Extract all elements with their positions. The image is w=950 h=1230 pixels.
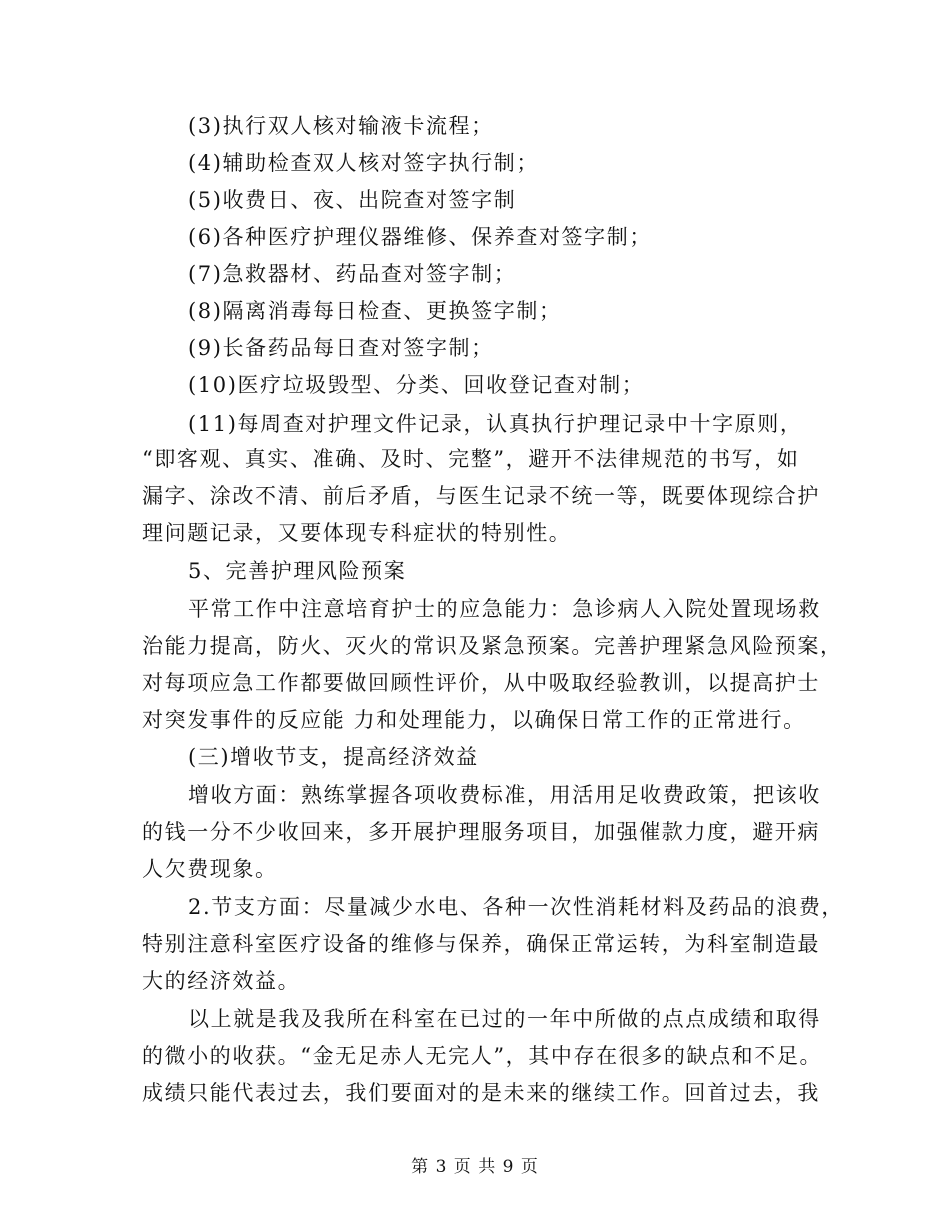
section-heading: (三)增收节支，提高经济效益: [188, 745, 479, 769]
paragraph-line: 特别注意科室医疗设备的维修与保养，确保正常运转，为科室制造最: [142, 932, 820, 956]
list-item: (8)隔离消毒每日检查、更换签字制；: [188, 299, 562, 323]
list-item: (5)收费日、夜、出院查对签字制: [188, 188, 517, 212]
paragraph-line: 漏字、涂改不清、前后矛盾，与医生记录不统一等，既要体现综合护: [142, 484, 820, 508]
paragraph-line: 理问题记录，又要体现专科症状的特别性。: [142, 521, 572, 545]
paragraph-line: 的钱一分不少收回来，多开展护理服务项目，加强催款力度，避开病: [142, 820, 820, 844]
paragraph-line: 对突发事件的反应能 力和处理能力，以确保日常工作的正常进行。: [142, 708, 806, 732]
list-item: (4)辅助检查双人核对签字执行制；: [188, 151, 539, 175]
paragraph-line: 治能力提高，防火、灭火的常识及紧急预案。完善护理紧急风险预案，: [142, 634, 843, 658]
paragraph-line: 成绩只能代表过去，我们要面对的是未来的继续工作。回首过去，我: [142, 1081, 820, 1105]
paragraph-line: 大的经济效益。: [142, 969, 301, 993]
page-number-footer: 第 3 页 共 9 页: [411, 1157, 539, 1177]
list-item: (9)长备药品每日查对签字制；: [188, 336, 494, 360]
paragraph-line: 平常工作中注意培育护士的应急能力：急诊病人入院处置现场救: [188, 597, 821, 621]
paragraph-line: “即客观、真实、准确、及时、完整”，避开不法律规范的书写，如: [142, 447, 800, 471]
section-heading: 5、完善护理风险预案: [188, 559, 407, 583]
paragraph-line: 的微小的收获。“金无足赤人无完人”，其中存在很多的缺点和不足。: [142, 1044, 823, 1068]
paragraph-line: 以上就是我及我所在科室在已过的一年中所做的点点成绩和取得: [188, 1007, 821, 1031]
paragraph-line: 2.节支方面：尽量减少水电、各种一次性消耗材料及药品的浪费，: [188, 895, 845, 919]
paragraph-line: 人欠费现象。: [142, 857, 278, 881]
list-item: (7)急救器材、药品查对签字制；: [188, 262, 517, 286]
list-item: (10)医疗垃圾毁型、分类、回收登记查对制；: [188, 373, 645, 397]
paragraph-line: 增收方面：熟练掌握各项收费标准，用活用足收费政策，把该收: [188, 783, 821, 807]
list-item: (3)执行双人核对输液卡流程；: [188, 114, 494, 138]
list-item: (11)每周查对护理文件记录，认真执行护理记录中十字原则，: [188, 412, 803, 436]
list-item: (6)各种医疗护理仪器维修、保养查对签字制；: [188, 225, 652, 249]
paragraph-line: 对每项应急工作都要做回顾性评价，从中吸取经验教训，以提高护士: [142, 671, 820, 695]
